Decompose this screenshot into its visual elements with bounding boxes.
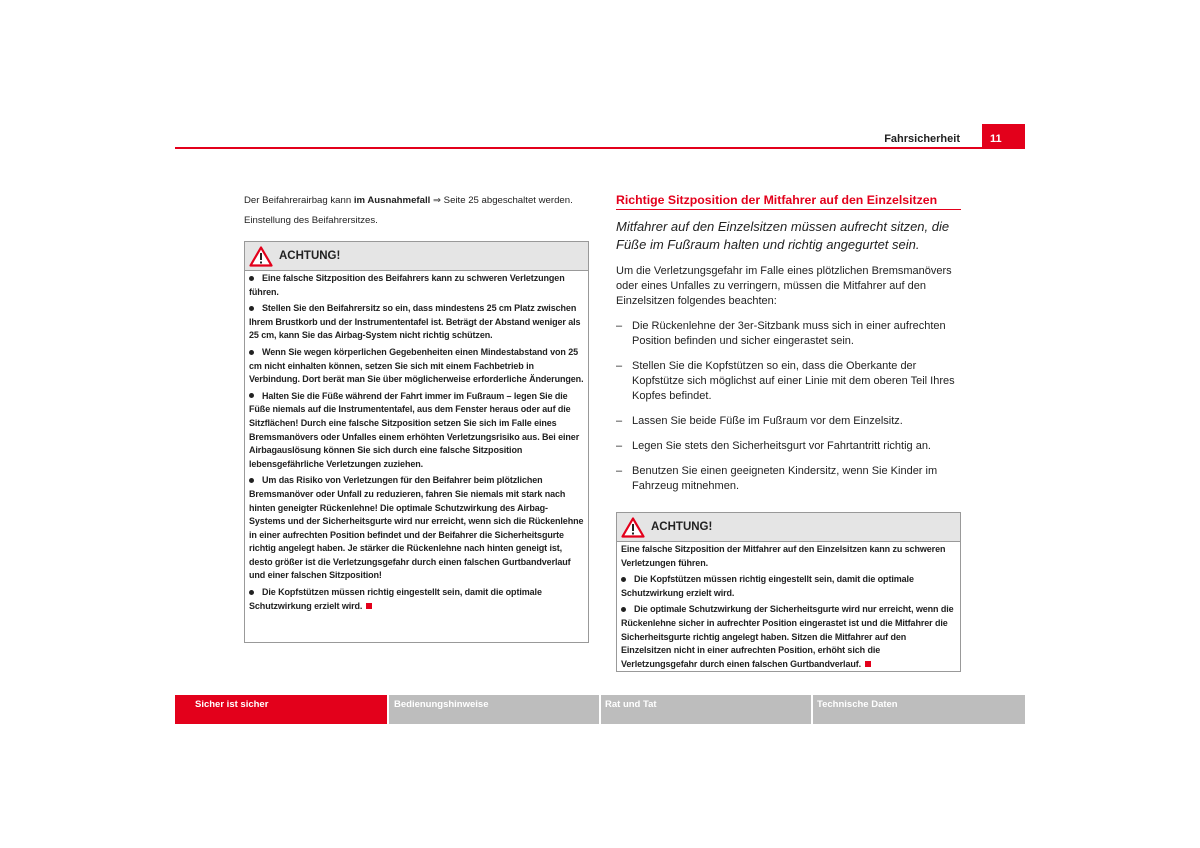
list-item-text: Benutzen Sie einen geeigneten Kindersitz, wenn Sie Kinder im Fahrzeug mitnehmen. [632,465,938,492]
footer-tab-bedienungshinweise[interactable]: Bedienungshinweise [389,695,599,724]
warning-item-text: Die Kopfstützen müssen richtig eingestellt sein, damit die optimale Schutzwirkung erzielt wird. [249,587,542,611]
dash-icon: – [616,360,623,372]
footer-tab-sicher-ist-sicher[interactable]: Sicher ist sicher [175,695,387,724]
warning-item [249,272,584,299]
warning-item [249,474,584,583]
list-item-text: Die Rückenlehne der 3er-Sitzbank muss sich in einer aufrechten Position befinden und sicher eingerastet sein. [632,320,946,347]
warning-item-text: Stellen Sie den Beifahrersitz so ein, dass mindestens 25 cm Platz zwischen Ihrem Brustkorb und der Instrumententafel ist. Beträgt der Abstand weniger als 25 cm, kann Sie das Airbag-System nicht richtig schützen. [249,303,581,341]
bullet-icon [621,607,626,612]
bullet-icon [249,306,254,311]
lead-text: Mitfahrer auf den Einzelsitzen müssen aufrecht sitzen, die Füße im Fußraum halten und richtig angegurtet sein. [616,219,950,252]
list-item-text: Legen Sie stets den Sicherheitsgurt vor Fahrtantritt richtig an. [632,440,931,452]
header-rule [175,147,1025,149]
list-item-text: Stellen Sie die Kopfstützen so ein, dass die Oberkante der Kopfstütze sich möglichst auf einer Linie mit dem oberen Teil Ihres Kopfes befindet. [632,360,955,402]
warning-intro: Eine falsche Sitzposition der Mitfahrer auf den Einzelsitzen kann zu schweren Verletzungen führen. [621,544,946,568]
bullet-icon [249,590,254,595]
list-item [616,464,961,494]
intro-link[interactable]: Seite 25 abgeschaltet werden. [441,195,573,206]
body-paragraph: Um die Verletzungsgefahr im Falle eines plötzlichen Bremsmanövers oder eines Unfalles zu verringern, müssen die Mitfahrer auf den Einzelsitzen folgendes beachten: [616,265,952,307]
right-column [616,193,961,504]
bullet-icon [249,350,254,355]
instruction-list [616,319,961,494]
warning-item [249,390,584,472]
bullet-icon [249,393,254,398]
dash-icon: – [616,320,623,332]
warning-body [245,271,588,619]
warning-triangle-icon [249,246,273,267]
subtitle: Einstellung des Beifahrersitzes. [244,215,378,226]
warning-item [249,346,584,387]
section-heading: Richtige Sitzposition der Mitfahrer auf den Einzelsitzen [616,193,961,210]
list-item [616,359,961,404]
warning-item [621,573,956,600]
warning-item [249,302,584,343]
bullet-icon [249,276,254,281]
warning-item-text: Eine falsche Sitzposition des Beifahrers kann zu schweren Verletzungen führen. [249,273,565,297]
warning-item-text: Um das Risiko von Verletzungen für den Beifahrer beim plötzlichen Bremsmanöver oder Unfall zu reduzieren, fahren Sie niemals mit stark nach hinten geneigter Rückenlehne! Die optimale Schutzwirkung des Airbag-Systems und der Sicherheitsgurte wird nur erreicht, wenn sich die Rückenlehne in einer aufrechten Position befindet und der Beifahrer die Sicherheitsgurte richtig angelegt haben. Je stärker die Rückenlehne nach hinten geneigt ist, desto größer ist die Verletzungsgefahr durch einen falschen Gurtbandverlauf und einer falschen Sitzposition! [249,475,584,581]
warning-title: ACHTUNG! [651,521,713,533]
footer-tab-rat-und-tat[interactable]: Rat und Tat [601,695,811,724]
warning-box-left [244,241,589,643]
arrow-icon: ⇒ [432,195,441,206]
dash-icon: – [616,415,623,427]
end-marker-icon [865,661,871,667]
dash-icon: – [616,440,623,452]
footer-tab-technische-daten[interactable]: Technische Daten [813,695,1025,724]
warning-body [617,542,960,677]
end-marker-icon [366,603,372,609]
list-item [616,319,961,349]
warning-item-text: Halten Sie die Füße während der Fahrt immer im Fußraum – legen Sie die Füße niemals auf die Instrumententafel, aus dem Fenster heraus oder auf die Sitzflächen! Durch eine falsche Sitzposition setzen Sie sich im Falle eines Bremsmanövers oder Unfalles einem erhöhten Verletzungsrisiko aus. Bei einer Airbagauslösung können Sie sich durch eine falsche Sitzposition lebensgefährliche Verletzungen zuziehen. [249,390,580,469]
intro-bold: im Ausnahmefall [353,195,431,206]
warning-triangle-icon [621,517,645,538]
warning-box-right [616,512,961,672]
intro-text [244,194,594,208]
warning-item-text: Die Kopfstützen müssen richtig eingestellt sein, damit die optimale Schutzwirkung erzielt wird. [621,574,914,598]
warning-item [621,603,956,671]
intro-pre: Der Beifahrerairbag kann [244,195,354,206]
list-item [616,414,961,429]
warning-header [245,242,588,271]
warning-item-text: Die optimale Schutzwirkung der Sicherheitsgurte wird nur erreicht, wenn die Rückenlehne sicher in aufrechter Position eingerastet ist und die Mitfahrer die Sicherheitsgurte richtig angelegt haben. Sitzen die Mitfahrer auf den Einzelsitzen nicht in einer aufrechten Position, erhöht sich die Verletzungsgefahr durch einen falschen Gurtbandverlauf. [621,604,954,669]
warning-item-text: Wenn Sie wegen körperlichen Gegebenheiten einen Mindestabstand von 25 cm nicht einhalten können, setzen Sie sich mit einem Fachbetrieb in Verbindung. Dort berät man Sie über möglicherweise erforderliche Änderungen. [249,346,584,385]
dash-icon: – [616,465,623,477]
list-item-text: Lassen Sie beide Füße im Fußraum vor dem Einzelsitz. [632,415,903,427]
section-title: Fahrsicherheit [884,133,960,145]
left-column [244,194,594,228]
list-item [616,439,961,454]
bullet-icon [621,577,626,582]
warning-header [617,513,960,542]
warning-item [249,586,584,613]
bullet-icon [249,478,254,483]
warning-title: ACHTUNG! [279,250,341,262]
page-number: 11 [982,124,1025,148]
